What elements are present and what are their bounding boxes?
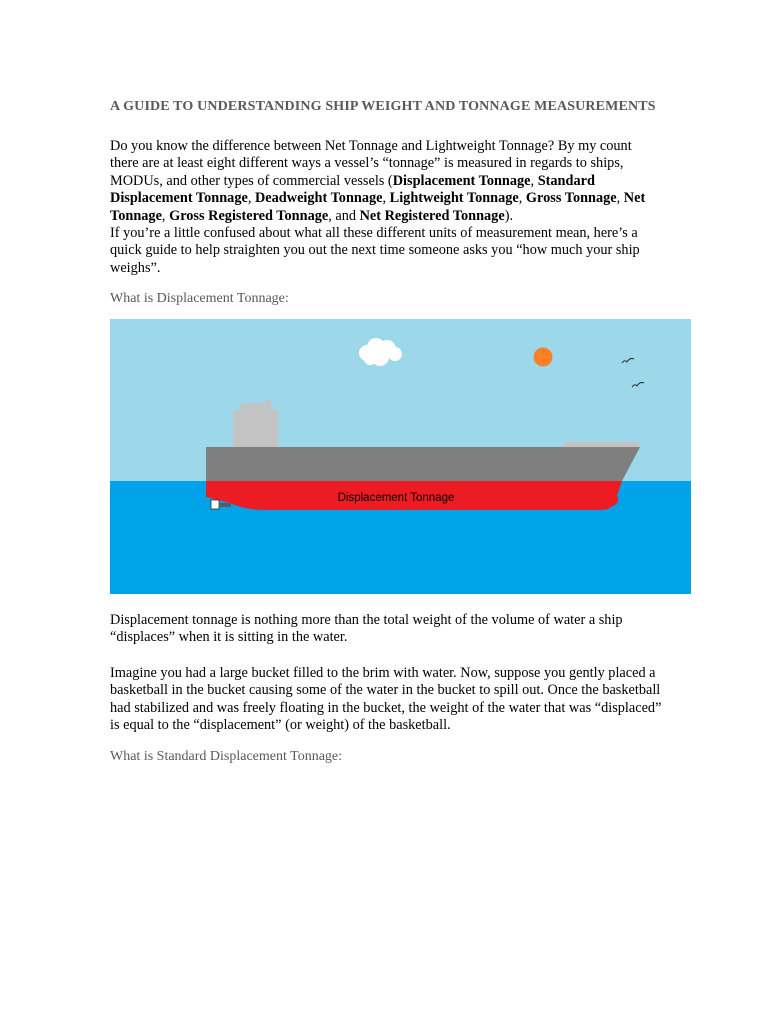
heading-standard-displacement-tonnage: What is Standard Displacement Tonnage: (110, 749, 343, 764)
disp2-line-2: basketball in the bucket causing some of the water in the bucket to spill out. Once the basketball (110, 682, 661, 699)
sun-icon (534, 348, 553, 367)
intro-line-4: Displacement Tonnage, Deadweight Tonnage, Lightweight Tonnage, Gross Tonnage, Net (110, 190, 646, 207)
intro-line-3: MODUs, and other types of commercial vessels (Displacement Tonnage, Standard (110, 172, 595, 189)
intro-line-2: there are at least eight different ways a vessel’s “tonnage” is measured in regards to ships, (110, 155, 624, 172)
term-gross-tonnage: Gross Tonnage (525, 190, 617, 207)
term-lightweight-tonnage: Lightweight Tonnage (389, 190, 519, 207)
hull-label: Displacement Tonnage (337, 492, 455, 504)
term-displacement-tonnage: Displacement Tonnage (392, 172, 531, 189)
disp2-line-4: is equal to the “displacement” (or weight) of the basketball. (110, 717, 451, 734)
intro-line-1: Do you know the difference between Net Tonnage and Lightweight Tonnage? By my count (110, 138, 632, 154)
term-gross-registered-tonnage: Gross Registered Tonnage (169, 207, 329, 224)
term-standard: Standard (537, 172, 595, 189)
intro-line-7: quick guide to help straighten you out the next time someone asks you “how much your ship (110, 242, 640, 259)
ship-bridge-top (241, 403, 271, 411)
ship-rudder (211, 500, 219, 509)
displacement-paragraph-1 (110, 612, 710, 647)
intro-line-3-text: MODUs, and other types of commercial vessels ( (110, 172, 393, 189)
term-net-registered-tonnage: Net Registered Tonnage (359, 207, 505, 224)
displacement-paragraph-2 (110, 665, 710, 735)
term-deadweight-tonnage: Deadweight Tonnage (254, 190, 383, 207)
ship-illustration (110, 319, 691, 594)
ship-bridge (233, 410, 278, 448)
disp1-line-1: Displacement tonnage is nothing more than the total weight of the volume of water a ship (110, 612, 623, 628)
intro-paragraph (110, 138, 710, 277)
ship-bow-rail (562, 442, 640, 447)
ship-propeller (219, 503, 231, 507)
document-title: A GUIDE TO UNDERSTANDING SHIP WEIGHT AND TONNAGE MEASUREMENTS (110, 99, 656, 114)
intro-line-8: weighs”. (110, 259, 161, 276)
intro-line-6: If you’re a little confused about what all these different units of measurement mean, here’s a (110, 225, 638, 242)
term-tonnage: Tonnage (110, 207, 162, 224)
ship-mast (265, 400, 271, 404)
heading-displacement-tonnage: What is Displacement Tonnage: (110, 291, 289, 306)
intro-line-5: Tonnage, Gross Registered Tonnage, and Net Registered Tonnage). (110, 207, 514, 224)
term-net: Net (623, 190, 646, 207)
term-displacement-tonnage-cont: Displacement Tonnage (110, 190, 248, 207)
disp2-line-1: Imagine you had a large bucket filled to the brim with water. Now, suppose you gently placed a (110, 665, 656, 681)
ship-hull-upper (206, 447, 640, 481)
disp2-line-3: had stabilized and was freely floating in the bucket, the weight of the water that was “displaced” (110, 699, 662, 716)
disp1-line-2: “displaces” when it is sitting in the water. (110, 629, 348, 646)
